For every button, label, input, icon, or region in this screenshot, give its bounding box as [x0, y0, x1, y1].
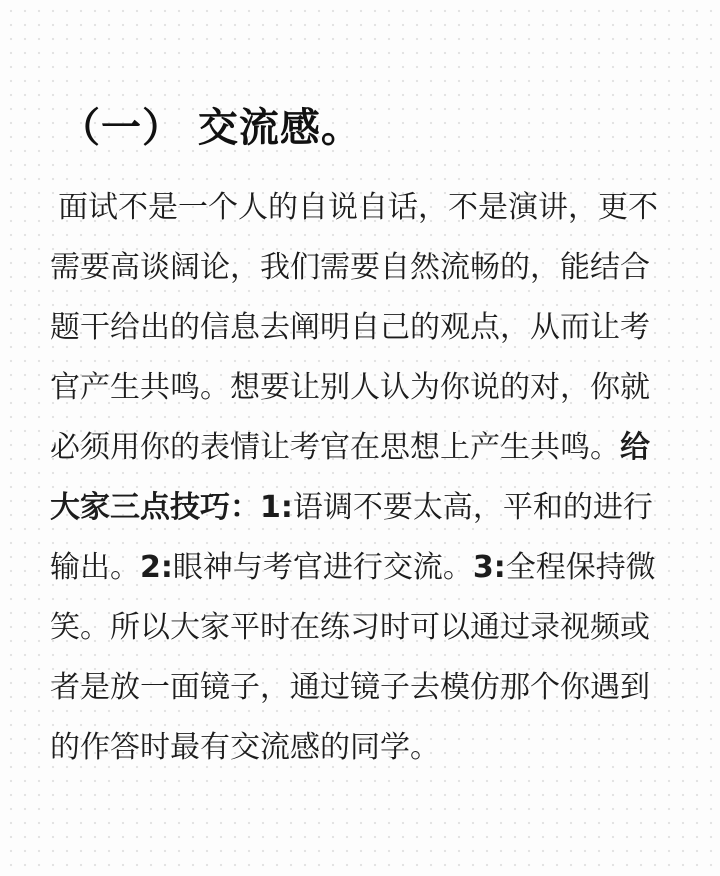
tip-3-number: 3:	[472, 550, 506, 585]
section-heading: （一） 交流感。	[60, 105, 362, 151]
paragraph-intro: 面试不是一个人的自说自话，不是演讲，更不需要高谈阔论，我们需要自然流畅的，能结合题干给出的信息去阐明自己的观点，从而让考官产生共鸣。想要让别人认为你说的对，你就必须用你的表情让考官在思想上产生共鸣。	[50, 190, 658, 465]
body-paragraph	[50, 178, 670, 778]
tip-2-number: 2:	[140, 550, 173, 585]
tip-2-text: 眼神与考官进行交流。	[172, 550, 473, 585]
tip-3-text: 全程保持微笑。所以大家平时在练习时可以通过录视频或者是放一面镜子，通过镜子去模仿那个你遇到的作答时最有交流感的同学。	[50, 550, 656, 765]
tip-1-text: 语调不要太高，平和的进行输出。	[50, 490, 653, 585]
tips-lead: 给大家三点技巧：1:	[50, 430, 650, 525]
